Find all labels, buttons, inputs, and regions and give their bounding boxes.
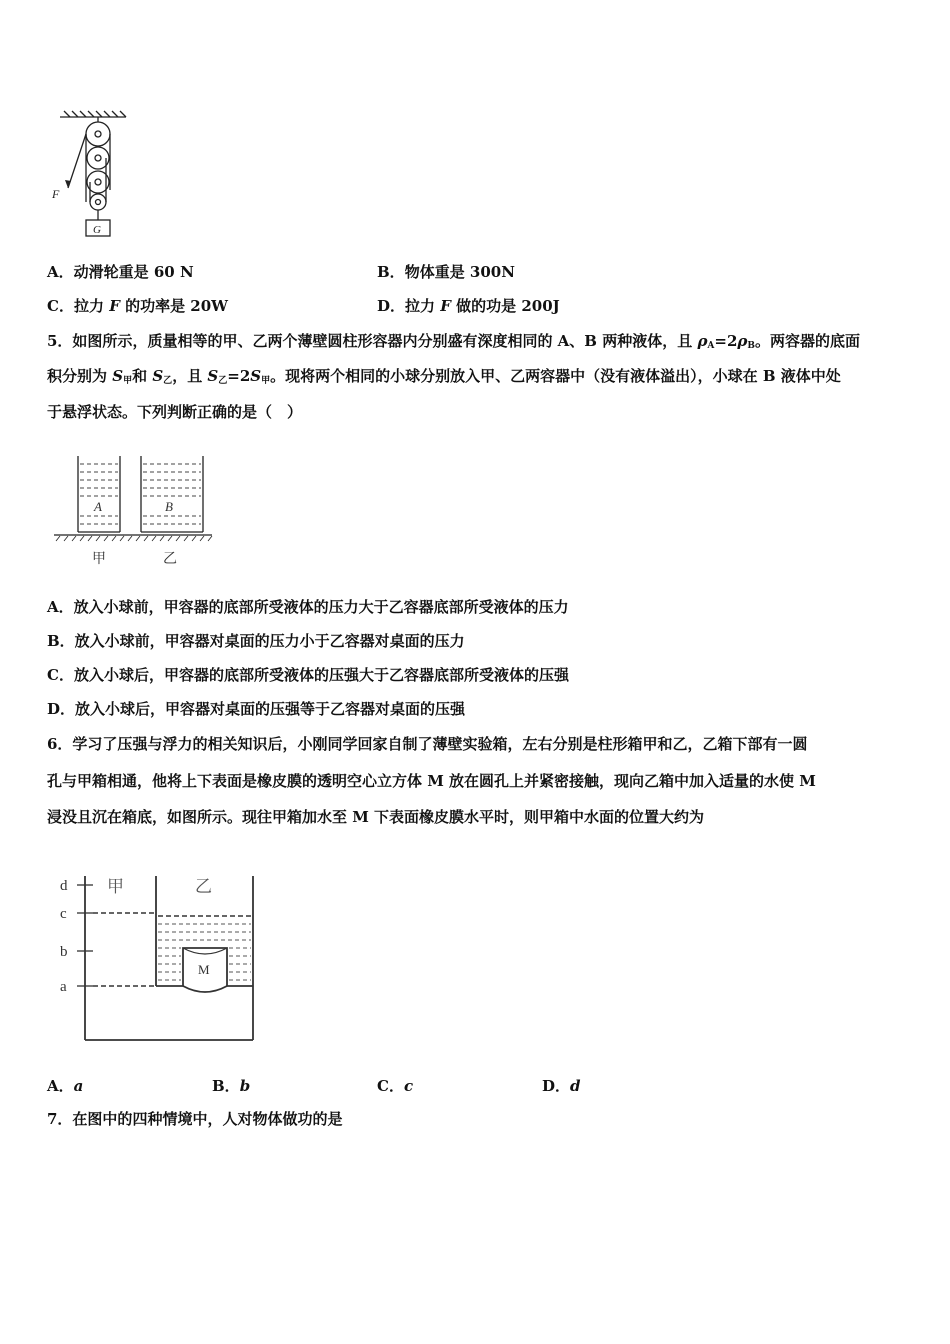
level-a-label: a — [60, 979, 67, 995]
q5-option-b: B．放入小球前，甲容器对桌面的压力小于乙容器对桌面的压力 — [47, 632, 465, 650]
q6-stem-line1: 6．学习了压强与浮力的相关知识后，小刚同学回家自制了薄壁实验箱，左右分别是柱形箱甲和乙，乙箱下部有一圆 — [47, 735, 808, 753]
q5-option-d: D．放入小球后，甲容器对桌面的压强等于乙容器对桌面的压强 — [47, 700, 466, 718]
pulley-diagram — [48, 110, 138, 242]
q5-option-a: A．放入小球前，甲容器的底部所受液体的压力大于乙容器底部所受液体的压力 — [47, 598, 569, 616]
q4-option-b: B．物体重是 300N — [377, 263, 515, 281]
q5-stem-line1: 5．如图所示，质量相等的甲、乙两个薄壁圆柱形容器内分别盛有深度相同的 A、B 两种液体，且 $\rho_A=2\rho_B$。两容器的底面 — [47, 332, 861, 351]
containers-diagram — [50, 448, 215, 570]
liquid-b-label: B — [165, 499, 173, 514]
q5-stem-line2: 积分别为 $S_甲$和 $S_乙$，且 $S_乙=2S_甲$。现将两个相同的小球分别放入甲、乙两容器中（没有液体溢出），小球在 B 液体中处 — [47, 367, 841, 386]
cube-m-label: M — [198, 962, 210, 977]
q6-option-d: D．d — [542, 1077, 581, 1095]
q4-option-d: D．拉力 F 做的功是 200J — [377, 297, 560, 315]
q4-option-c: C．拉力 F 的功率是 20W — [47, 297, 229, 315]
q4-option-a: A．动滑轮重是 60 N — [47, 263, 194, 281]
level-b-label: b — [60, 944, 68, 960]
q6-option-b: B．b — [212, 1077, 251, 1095]
q5-option-c: C．放入小球后，甲容器的底部所受液体的压强大于乙容器底部所受液体的压强 — [47, 666, 569, 684]
experiment-box-diagram — [55, 868, 260, 1046]
box-jia-label: 甲 — [107, 877, 124, 897]
q6-option-a: A．a — [47, 1077, 84, 1095]
q6-option-c: C．c — [377, 1077, 414, 1095]
level-c-label: c — [60, 906, 67, 922]
container-yi-label: 乙 — [163, 551, 177, 567]
q6-stem-line2: 孔与甲箱相通，他将上下表面是橡皮膜的透明空心立方体 M 放在圆孔上并紧密接触，现向乙箱中加入适量的水使 M — [47, 772, 816, 790]
box-yi-label: 乙 — [195, 877, 212, 897]
force-label: F — [52, 187, 60, 201]
weight-label: G — [93, 224, 101, 236]
level-d-label: d — [60, 878, 68, 894]
liquid-a-label: A — [94, 499, 102, 514]
q5-stem-line3: 于悬浮状态。下列判断正确的是（ ） — [47, 403, 303, 421]
container-jia-label: 甲 — [92, 551, 106, 567]
q6-stem-line3: 浸没且沉在箱底，如图所示。现往甲箱加水至 M 下表面橡皮膜水平时，则甲箱中水面的位置大约为 — [47, 808, 705, 826]
q7-stem-line1: 7．在图中的四种情境中，人对物体做功的是 — [47, 1110, 343, 1128]
